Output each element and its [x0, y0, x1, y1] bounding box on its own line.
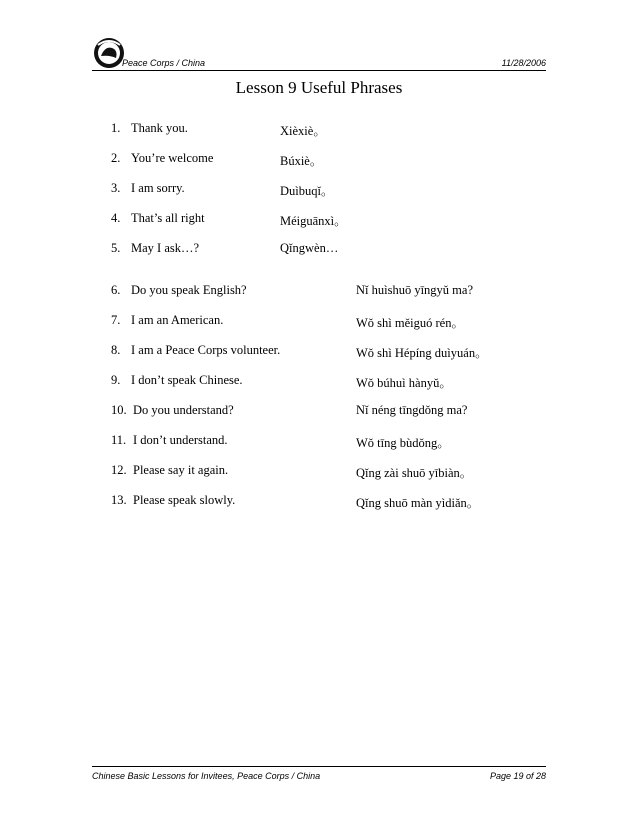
phrase-pinyin: Qǐng zài shuō yībiàn。 [356, 466, 473, 480]
phrase-row [0, 463, 638, 481]
header-date: 11/28/2006 [501, 58, 546, 68]
phrase-english: I am an American. [131, 313, 224, 327]
phrase-number: 5. [111, 241, 121, 255]
phrase-pinyin: Nǐ néng tīngdǒng ma? [356, 403, 468, 417]
phrase-row [0, 343, 638, 361]
phrase-number: 9. [111, 373, 121, 387]
phrase-pinyin: Duìbuqǐ。 [280, 184, 334, 198]
phrase-number: 6. [111, 283, 121, 297]
phrase-english: I don’t understand. [133, 433, 228, 447]
phrase-pinyin: Qǐngwèn… [280, 241, 339, 255]
phrase-english: May I ask…? [131, 241, 200, 255]
phrase-row [0, 151, 638, 169]
phrase-number: 12. [111, 463, 127, 477]
phrase-pinyin: Méiguānxì。 [280, 214, 347, 228]
phrase-pinyin: Wǒ tīng bùdǒng。 [356, 436, 450, 450]
header-divider [92, 70, 546, 71]
page-number: Page 19 of 28 [489, 771, 546, 781]
phrase-row [0, 121, 638, 139]
phrase-pinyin: Nǐ huìshuō yīngyǔ ma? [356, 283, 474, 297]
phrase-pinyin: Xièxiè。 [280, 124, 326, 138]
phrase-row [0, 241, 638, 259]
phrase-row [0, 493, 638, 511]
phrase-english: I don’t speak Chinese. [131, 373, 243, 387]
phrase-number: 13. [111, 493, 127, 507]
phrase-english: Please speak slowly. [133, 493, 236, 507]
phrase-row [0, 283, 638, 301]
phrase-row [0, 211, 638, 229]
footer-title: Chinese Basic Lessons for Invitees, Peace Corps / China [92, 771, 321, 781]
phrase-english: I am a Peace Corps volunteer. [131, 343, 281, 357]
phrase-row [0, 181, 638, 199]
phrase-pinyin: Wǒ búhuì hànyǔ。 [356, 376, 452, 390]
phrase-english: That’s all right [131, 211, 205, 225]
footer-divider [92, 766, 546, 767]
phrase-row [0, 373, 638, 391]
phrase-number: 3. [111, 181, 121, 195]
phrase-number: 11. [111, 433, 127, 447]
phrase-number: 7. [111, 313, 121, 327]
phrase-pinyin: Qǐng shuō màn yìdiǎn。 [356, 496, 480, 510]
phrase-pinyin: Wǒ shì Hépíng duìyuán。 [356, 346, 488, 360]
phrase-english: Thank you. [131, 121, 188, 135]
phrase-english: You’re welcome [131, 151, 214, 165]
phrase-pinyin: Wǒ shì měiguó rén。 [356, 316, 464, 330]
phrase-pinyin: Búxiè。 [280, 154, 323, 168]
phrase-row [0, 403, 638, 421]
phrase-row [0, 433, 638, 451]
phrase-english: Please say it again. [133, 463, 229, 477]
phrase-english: Do you speak English? [131, 283, 247, 297]
phrase-number: 8. [111, 343, 121, 357]
phrase-english: I am sorry. [131, 181, 185, 195]
header-org: Peace Corps / China [122, 58, 206, 68]
phrase-number: 4. [111, 211, 121, 225]
page-title: Lesson 9 Useful Phrases [235, 78, 403, 97]
phrase-english: Do you understand? [133, 403, 234, 417]
phrase-number: 1. [111, 121, 121, 135]
phrase-row [0, 313, 638, 331]
phrase-number: 10. [111, 403, 127, 417]
phrase-number: 2. [111, 151, 121, 165]
